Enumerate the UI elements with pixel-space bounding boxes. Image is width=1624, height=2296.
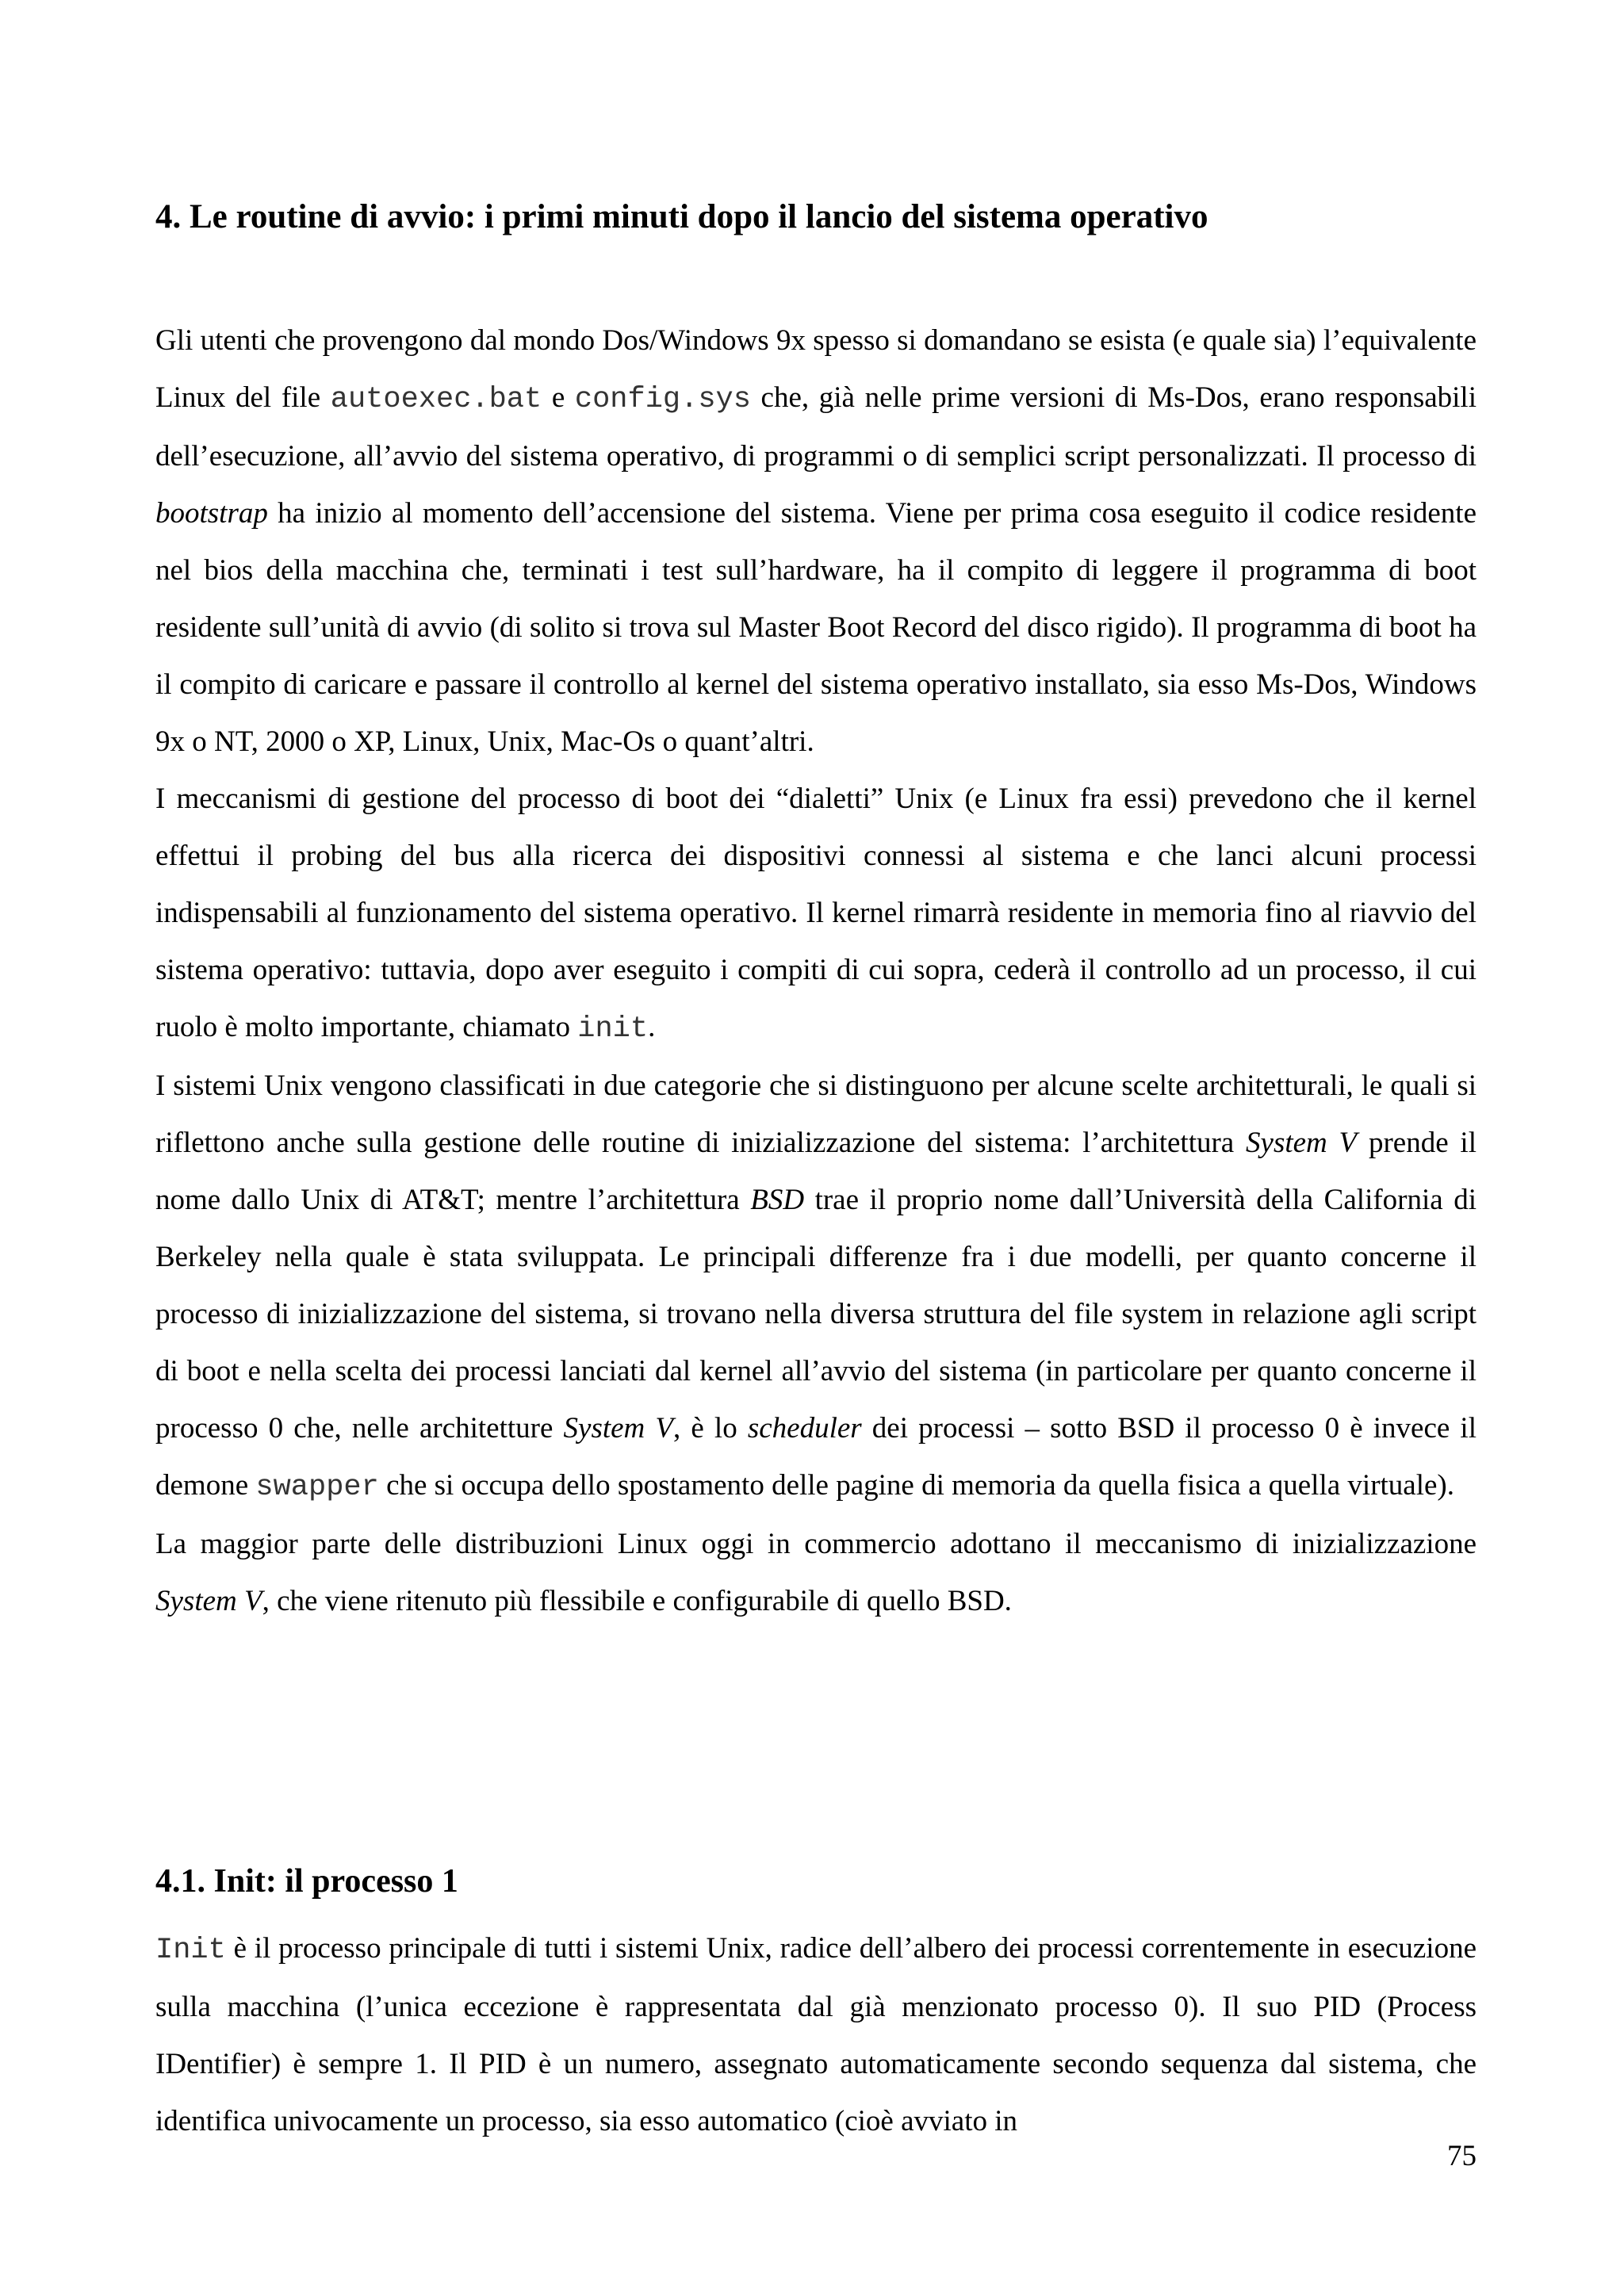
text-run: ha inizio al momento dell’accensione del sistema. Viene per prima cosa eseguito il codice residente nel bios della macchina che, terminati i test sull’hardware, ha il compito di leggere il programma di boot residente sull’unità di avvio (di solito si trova sul Master Boot Record del disco rigido). Il programma di boot ha il compito di caricare e passare il controllo al kernel del sistema operativo installato, sia esso Ms-Dos, Windows 9x o NT, 2000 o XP, Linux, Unix, Mac-Os o quant’altri. <box>155 497 1477 758</box>
italic-system-v: System V <box>1246 1127 1358 1159</box>
text-run: . <box>648 1011 656 1043</box>
text-run: , che viene ritenuto più flessibile e configurabile di quello BSD. <box>262 1585 1012 1617</box>
text-run: trae il proprio nome dall’Università della California di Berkeley nella quale è stata sviluppata. Le principali differenze fra i due modelli, per quanto concerne il processo di inizializzazione del sistema, si trovano nella diversa struttura del file system in relazione agli script di boot e nella scelta dei processi lanciati dal kernel all’avvio del sistema (in particolare per quanto concerne il processo 0 che, nelle architetture <box>155 1184 1477 1445</box>
paragraph-2 <box>155 771 1477 1058</box>
text-run: che, già nelle prime versioni di Ms-Dos, erano responsabili dell’esecuzione, all’avvio del sistema operativo, di programmi o di semplici script personalizzati. Il processo di <box>155 381 1477 473</box>
paragraph-4 <box>155 1516 1477 1630</box>
page-number: 75 <box>1447 2140 1477 2172</box>
text-run: prende il nome dallo Unix di AT&T; mentre l’architettura <box>155 1127 1477 1216</box>
code-init: init <box>577 1012 649 1046</box>
italic-bsd: BSD <box>750 1184 805 1216</box>
paragraph-1 <box>155 312 1477 771</box>
text-run: La maggior parte delle distribuzioni Linux oggi in commercio adottano il meccanismo di inizializzazione <box>155 1528 1477 1560</box>
section-body <box>155 312 1477 1630</box>
text-run: e <box>542 381 575 414</box>
section-heading: 4. Le routine di avvio: i primi minuti dopo il lancio del sistema operativo <box>155 198 1208 235</box>
text-run: Gli utenti che provengono dal mondo Dos/Windows 9x spesso si domandano se esista (e quale sia) l’equivalente Linux del file <box>155 324 1477 414</box>
subsection-heading: 4.1. Init: il processo 1 <box>155 1863 458 1900</box>
text-run: è il processo principale di tutti i sistemi Unix, radice dell’albero dei processi correntemente in esecuzione sulla macchina (l’unica eccezione è rappresentata dal già menzionato processo 0). Il suo PID (Process IDentifier) è sempre 1. Il PID è un numero, assegnato automaticamente secondo sequenza dal sistema, che identifica univocamente un processo, sia esso automatico (cioè avviato in <box>155 1932 1477 2137</box>
subsection-body <box>155 1920 1477 2150</box>
document-page <box>155 0 1477 2296</box>
text-run: , è lo <box>673 1412 748 1445</box>
italic-scheduler: scheduler <box>747 1412 862 1445</box>
text-run: I meccanismi di gestione del processo di boot dei “dialetti” Unix (e Linux fra essi) prevedono che il kernel effettui il probing del bus alla ricerca dei dispositivi connessi al sistema e che lanci alcuni processi indispensabili al funzionamento del sistema operativo. Il kernel rimarrà residente in memoria fino al riavvio del sistema operativo: tuttavia, dopo aver eseguito i compiti di cui sopra, cederà il controllo ad un processo, il cui ruolo è molto importante, chiamato <box>155 783 1477 1043</box>
text-run: I sistemi Unix vengono classificati in due categorie che si distinguono per alcune scelte architetturali, le quali si riflettono anche sulla gestione delle routine di inizializzazione del sistema: l’architettura <box>155 1070 1477 1159</box>
italic-bootstrap: bootstrap <box>155 497 268 530</box>
italic-system-v: System V <box>563 1412 673 1445</box>
text-run: che si occupa dello spostamento delle pagine di memoria da quella fisica a quella virtuale). <box>378 1469 1454 1502</box>
code-autoexec: autoexec.bat <box>330 383 542 416</box>
code-init-capital: Init <box>155 1934 226 1967</box>
italic-system-v: System V <box>155 1585 262 1617</box>
paragraph-5 <box>155 1920 1477 2150</box>
code-swapper: swapper <box>255 1471 379 1504</box>
text-run: dei processi – sotto BSD il processo 0 è invece il demone <box>155 1412 1477 1502</box>
code-config: config.sys <box>574 383 751 416</box>
paragraph-3 <box>155 1058 1477 1516</box>
